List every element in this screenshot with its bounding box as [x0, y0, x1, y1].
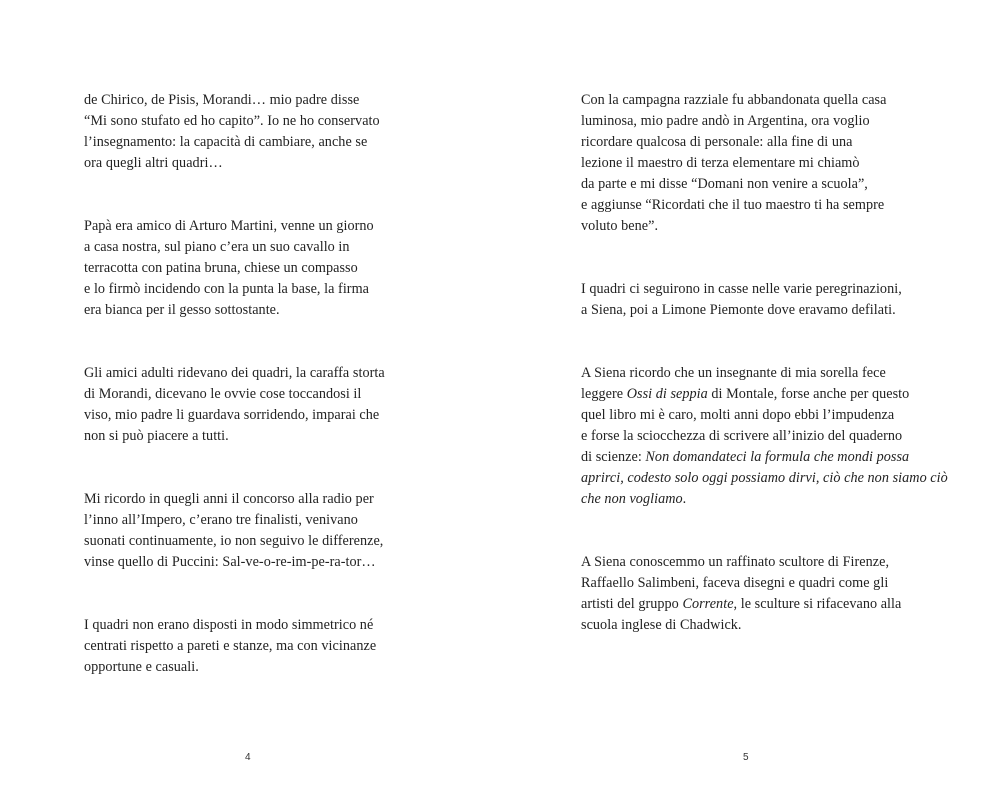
- text-line: era bianca per il gesso sottostante.: [84, 302, 280, 318]
- text-line: ricordare qualcosa di personale: alla fine di una: [581, 134, 853, 150]
- text-line: A Siena conoscemmo un raffinato scultore di Firenze,: [581, 554, 890, 570]
- text-run: .: [682, 491, 687, 507]
- text-run: di scienze:: [581, 449, 646, 465]
- text-line: A Siena ricordo che un insegnante di mia sorella fece: [581, 365, 886, 381]
- text-line: e forse la sciocchezza di scrivere all’inizio del quaderno: [581, 428, 903, 444]
- text-line: “Mi sono stufato ed ho capito”. Io ne ho conservato: [84, 113, 380, 129]
- text-line: [581, 468, 948, 489]
- left-text-column: [84, 90, 429, 720]
- text-line: [581, 489, 926, 510]
- quote-italic: Non domandateci la formula che mondi possa: [645, 449, 910, 465]
- paragraph: [84, 90, 429, 174]
- page-number: 4: [245, 752, 251, 763]
- text-line: suonati continuamente, io non seguivo le differenze,: [84, 533, 384, 549]
- text-run: artisti del gruppo: [581, 596, 683, 612]
- text-line: opportune e casuali.: [84, 659, 199, 675]
- text-line: [581, 594, 926, 615]
- text-line: l’inno all’Impero, c’erano tre finalisti, venivano: [84, 512, 358, 528]
- text-line: Gli amici adulti ridevano dei quadri, la caraffa storta: [84, 365, 385, 381]
- paragraph: [84, 216, 429, 321]
- text-run: , le sculture si rifacevano alla: [733, 596, 902, 612]
- right-page: [497, 0, 994, 800]
- text-line: scuola inglese di Chadwick.: [581, 617, 742, 633]
- text-line: quel libro mi è caro, molti anni dopo ebbi l’impudenza: [581, 407, 895, 423]
- group-name-italic: Corrente: [682, 596, 734, 612]
- quote-italic: che non vogliamo: [581, 491, 683, 507]
- text-line: [581, 384, 926, 405]
- text-line: Papà era amico di Arturo Martini, venne un giorno: [84, 218, 374, 234]
- right-text-column: [581, 90, 948, 678]
- text-line: lezione il maestro di terza elementare mi chiamò: [581, 155, 860, 171]
- text-line: centrati rispetto a pareti e stanze, ma con vicinanze: [84, 638, 377, 654]
- paragraph: [84, 489, 429, 573]
- text-line: da parte e mi disse “Domani non venire a scuola”,: [581, 176, 868, 192]
- text-line: e aggiunse “Ricordati che il tuo maestro ti ha sempre: [581, 197, 885, 213]
- quote-italic: aprirci, codesto solo oggi possiamo dirvi, ciò che non siamo ciò: [581, 470, 948, 486]
- text-line: a Siena, poi a Limone Piemonte dove eravamo defilati.: [581, 302, 896, 318]
- paragraph: [84, 615, 429, 678]
- text-line: terracotta con patina bruna, chiese un compasso: [84, 260, 358, 276]
- paragraph: [581, 552, 926, 636]
- paragraph: [581, 363, 948, 510]
- text-line: ora quegli altri quadri…: [84, 155, 223, 171]
- text-line: Raffaello Salimbeni, faceva disegni e quadri come gli: [581, 575, 889, 591]
- text-line: di Morandi, dicevano le ovvie cose toccandosi il: [84, 386, 362, 402]
- text-line: voluto bene”.: [581, 218, 659, 234]
- text-line: Mi ricordo in quegli anni il concorso alla radio per: [84, 491, 374, 507]
- text-line: luminosa, mio padre andò in Argentina, ora voglio: [581, 113, 870, 129]
- text-line: l’insegnamento: la capacità di cambiare, anche se: [84, 134, 368, 150]
- text-line: de Chirico, de Pisis, Morandi… mio padre disse: [84, 92, 360, 108]
- text-line: viso, mio padre li guardava sorridendo, imparai che: [84, 407, 380, 423]
- text-run: di Montale, forse anche per questo: [707, 386, 910, 402]
- paragraph: [84, 363, 429, 447]
- paragraph: [581, 90, 926, 237]
- text-line: vinse quello di Puccini: Sal-ve-o-re-im-pe-ra-tor…: [84, 554, 376, 570]
- paragraph: [581, 279, 926, 321]
- text-line: non si può piacere a tutti.: [84, 428, 229, 444]
- text-line: I quadri non erano disposti in modo simmetrico né: [84, 617, 374, 633]
- text-line: Con la campagna razziale fu abbandonata quella casa: [581, 92, 887, 108]
- text-line: [581, 447, 926, 468]
- book-title-italic: Ossi di seppia: [626, 386, 708, 402]
- text-line: e lo firmò incidendo con la punta la base, la firma: [84, 281, 370, 297]
- text-line: I quadri ci seguirono in casse nelle varie peregrinazioni,: [581, 281, 902, 297]
- text-line: a casa nostra, sul piano c’era un suo cavallo in: [84, 239, 350, 255]
- text-run: leggere: [581, 386, 627, 402]
- page-number: 5: [743, 752, 749, 763]
